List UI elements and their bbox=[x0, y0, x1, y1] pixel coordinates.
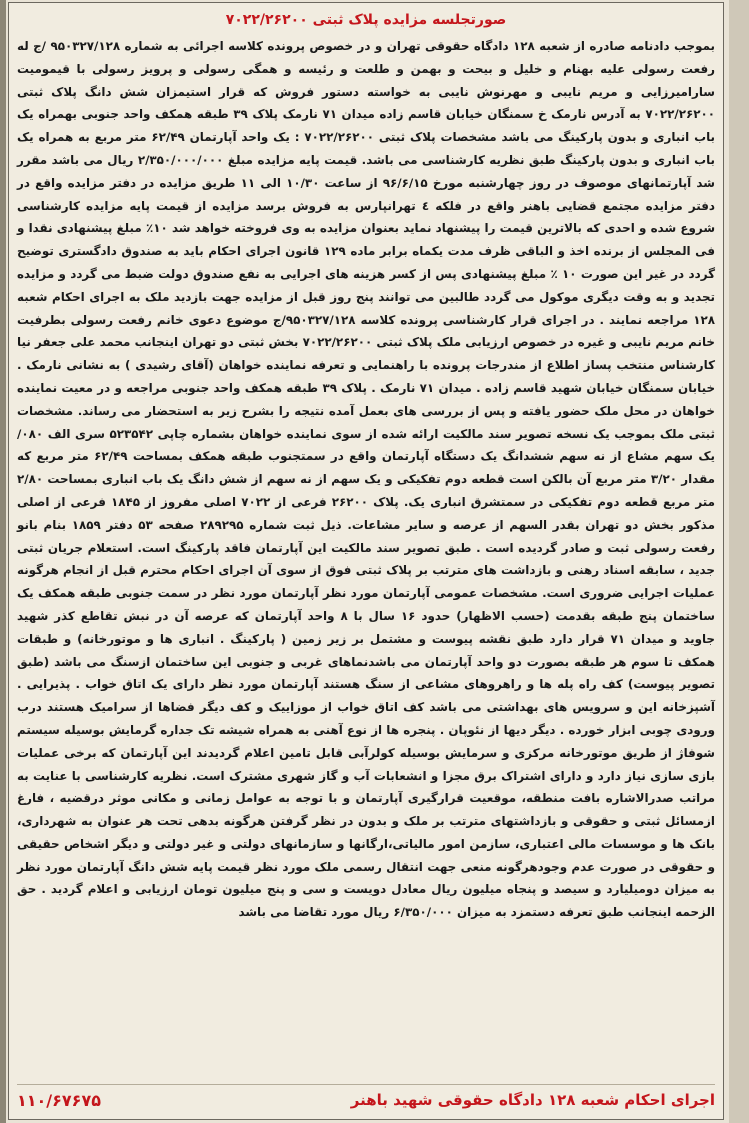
issuer-signature: اجرای احکام شعبه ۱۲۸ دادگاه حقوقی شهید باهنر bbox=[350, 1091, 715, 1109]
reference-number: ۱۱۰/۶۷۶۷۵ bbox=[17, 1090, 101, 1110]
notice-body: بموجب دادنامه صادره از شعبه ۱۲۸ دادگاه حقوقی تهران و در خصوص پرونده کلاسه اجرائی به شماره ۹۵۰۳۲۷/۱۲۸ /ج له رفعت رسولی علیه بهنام و خلیل و بیحت و بهمن و طلعت و رئیسه و همگی رسولی و پرویز رسولی با قیمومیت سارامیرزایی و مریم نایبی و مهرنوش نایبی به خواسته دستور فروش که قرار استیمزان شش دانگ پلاک ثبتی ۷۰۲۲/۲۶۲۰۰ به آدرس نارمک خ سمنگان خیابان قاسم زاده میدان ۷۱ نارمک پلاک ۳۹ طبقه همکف واحد جنوبی بهمراه یک باب انباری و بدون پارکینگ می باشد مشخصات پلاک ثبتی ۷۰۲۲/۲۶۲۰۰ : یک واحد آپارتمان ۶۲/۴۹ متر مربع به همراه یک باب انباری و بدون پارکینگ طبق نظریه کارشناسی می باشد. قیمت پایه مزایده مبلغ ۲/۳۵۰/۰۰۰/۰۰۰ ریال می باشد مقرر شد آپارتمانهای موصوف در روز چهارشنبه مورخ ۹۶/۶/۱۵ از ساعت ۱۰/۳۰ الی ۱۱ طریق مزایده در دفتر مزایده واقع در دفتر مزایده مجتمع قضایی باهنر واقع در فلکه ٤ تهرانپارس به فروش برسد مزایده از قیمت پایه مزایده کارشناسی شروع شده و احدی که بالاترین قیمت را پیشنهاد نماید بعنوان مزایده به وی فروخته خواهد شد ۱۰٪ مبلغ پیشنهادی نقدا و فی المجلس از برنده اخذ و الباقی ظرف مدت یکماه برابر ماده ۱۲۹ قانون اجرای احکام باید به صندوق دادگستری توضیح گردد در غیر این صورت ۱۰ ٪ مبلغ پیشنهادی پس از کسر هزینه های اجرایی به نفع صندوق دولت ضبط می گردد و مزایده تجدید و به وقت دیگری موکول می گردد طالبین می توانند پنج روز قبل از مزایده جهت بازدید ملک به اجرای احکام شعبه ۱۲۸ مراجعه نمایند . در اجرای قرار کارشناسی پرونده کلاسه ۹۵۰۳۲۷/۱۲۸/ج موضوع دعوی خانم رفعت رسولی بطرفیت خانم مریم نایبی و غیره در خصوص ارزیابی ملک پلاک ثبتی ۷۰۲۲/۲۶۲۰۰ بخش ثبتی دو تهران اینجانب محمد علی جعفر نیا کارشناس منتخب پساز اطلاع از مندرجات پرونده با راهنمایی و تعرفه نماینده خواهان (آقای رشیدی ) به نشانی نارمک . خیابان سمنگان خیابان شهید قاسم زاده . میدان ۷۱ نارمک . پلاک ۳۹ طبقه همکف واحد جنوبی مراجعه و در معیت نماینده خواهان در محل ملک حضور یافته و پس از بررسی های بعمل آمده نتیجه را بشرح زیر به استحضار می رساند. مشخصات ثبتی ملک بموجب یک نسخه تصویر سند مالکیت ارائه شده از سوی نماینده خواهان بشماره چاپی ۵۲۳۵۴۲ سری الف ۰۸۰/ یک سهم مشاع از نه سهم ششدانگ یک دستگاه آپارتمان واقع در سمتجنوب طبقه همکف بمساحت ۶۲/۴۹ متر مربع که مقدار ۳/۲۰ متر مربع آن بالکن است قطعه دوم تفکیکی و یک سهم از نه سهم از شش دانگ یک باب انباری بمساحت ۲/۸۰ متر مربع قطعه دوم تفکیکی در سمتشرق انباری یک. پلاک ۲۶۲۰۰ فرعی از ۷۰۲۲ اصلی مفروز از ۱۸۴۵ فرعی از اصلی مذکور بخش دو تهران بقدر السهم از عرصه و سایر مشاعات. ذیل ثبت شماره ۲۸۹۲۹۵ صفحه ۵۳ دفتر ۱۸۵۹ بنام بانو رفعت رسولی ثبت و صادر گردیده است . طبق تصویر سند مالکیت این آپارتمان فاقد پارکینگ است. استعلام جریان ثبتی جدید ، سابقه اسناد رهنی و بازداشت های مترتب بر پلاک ثبتی فوق از سوی آن اجرای احکام محترم قبل از انجام هرگونه عملیات اجرایی ضروری است. مشخصات عمومی آپارتمان مورد نظر آپارتمان مورد نظر در سمت جنوبی طبقه همکف یک ساختمان پنج طبقه بقدمت (حسب الاظهار) حدود ۱۶ سال با ۸ واحد آپارتمان که عرصه آن در نبش تقاطع کذر شهید جاوید و میدان ۷۱ قرار دارد طبق نقشه پیوست و مشتمل بر زیر زمین ( پارکینگ . انباری ها و موتورخانه) و طبقات همکف تا سوم هر طبقه بصورت دو واحد آپارتمان می باشدنماهای غربی و جنوبی این ساختمان ازسنگ می باشد (طبق تصویر پیوست) کف راه پله ها و راهروهای مشاعی از سنگ هستند آپارتمان مورد نظر دارای یک اتاق خواب . پذیرایی . آشپزخانه این و سرویس های بهداشتی می باشد کف اتاق خواب از موزاییک و کف دیگر فضاها از سرامیک هستند درب ورودی چوبی ابزار خورده . دیگر دیها از نئوپان . پنجره ها از نوع آهنی به همراه شیشه تک جداره گرمایش بوسیله سیستم شوفاژ از طریق موتورخانه مرکزی و سرمایش بوسیله کولرآبی قابل تامین اعلام گردیدند این آپارتمان که برخی عملیات بازی سازی نیاز دارد و دارای اشتراک برق مجزا و انشعابات آب و گاز شهری مشترک است. نظریه کارشناسی با عنایت به مراتب صدرالاشاره بافت منطقه، موقعیت قرارگیری آپارتمان و با توجه به عوامل زمانی و مکانی موثر درقضیه ، فارغ ازمسائل ثبتی و حقوقی و بازداشتهای مترتب بر ملک و بدون در نظر گرفتن هرگونه بدهی تحت هر عنوان به شهرداری، بانک ها و موسسات مالی اعتباری، سازمن امور مالیاتی،ارگانها و سازمانهای دولتی و غیر دولتی و دیگر اشخاص حقیقی و حقوقی در صورت عدم وجودهرگونه منعی جهت انتقال رسمی ملک مورد نظر قیمت پایه شش دانگ آپارتمان مورد نظر به میزان دومیلیارد و سیصد و پنجاه میلیون ریال معادل دویست و سی و پنج میلیون تومان ارزیابی و اعلام گردید . حق الزحمه اینجانب طبق تعرفه دستمزد به میزان ۶/۳۵۰/۰۰۰ ریال مورد تقاضا می باشد bbox=[17, 39, 716, 920]
auction-notice bbox=[8, 2, 724, 1120]
notice-footer bbox=[17, 1084, 715, 1115]
notice-title: صورتجلسه مزایده پلاک ثبتی ۷۰۲۲/۲۶۲۰۰ bbox=[225, 12, 507, 28]
adjacent-page-edge bbox=[729, 0, 749, 1123]
scan-edge-left bbox=[0, 0, 6, 1123]
